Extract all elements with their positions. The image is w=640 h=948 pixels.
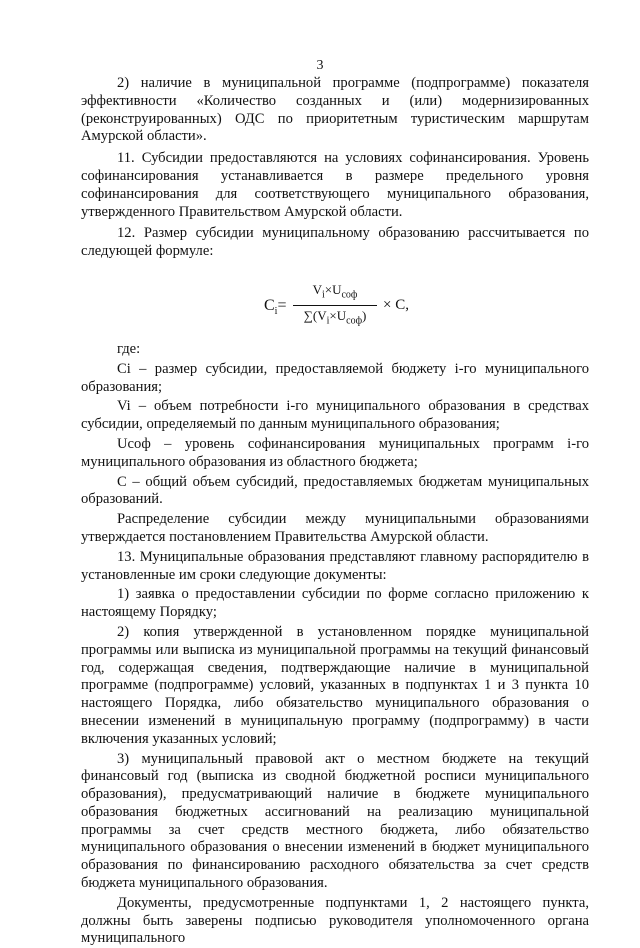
page-number: 3 (316, 58, 324, 73)
paragraph-13-documents: 13. Муниципальные образования представляют главному распорядителю в установленные им сроки следующие документы: (81, 548, 589, 583)
paragraph-13-item-2: 2) копия утвержденной в установленном порядке муниципальной программы или выписка из муниципальной программы на текущий финансовый год, содержащая сведения, подтверждающие наличие в муниципальной программе (подпрограмме) условий, указанных в подпунктах 1 и 3 пункта 10 настоящего Порядка, либо обязательство муниципального образования о внесении изменений в муниципальную программу (подпрограмму) в части включения указанных условий; (81, 623, 589, 747)
formula-fraction (293, 281, 377, 331)
formula-numerator: $V_i\times U_{соф}$ (293, 281, 377, 306)
paragraph-13-item-3: 3) муниципальный правовой акт о местном бюджете на текущий финансовый год (выписка из сводной бюджетной росписи муниципального образования), предусматривающий наличие в бюджете муниципального образования бюджетных ассигнований на реализацию муниципальной программы за счет средств местного бюджета, либо обязательство муниципального образования о внесении изменений в бюджет муниципального образования по финансированию расходного обязательства за счет средств бюджета муниципального образования. (81, 750, 589, 892)
where-label: где: (117, 340, 141, 357)
paragraph-12-formula-intro: 12. Размер субсидии муниципальному образованию рассчитывается по следующей формуле: (81, 225, 589, 260)
definition-ci: Ci – размер субсидии, предоставляемой бюджету i-го муниципального образования; (81, 360, 589, 395)
formula-rhs: × C, (383, 296, 409, 313)
formula-denominator: $\sum(V_i\times U_{соф})$ (303, 308, 367, 327)
paragraph-13-item-1: 1) заявка о предоставлении субсидии по форме согласно приложению к настоящему Порядку; (81, 586, 589, 621)
definition-usof: Uсоф – уровень софинансирования муниципальных программ i-го муниципального образования из областного бюджета; (81, 435, 589, 470)
paragraph-indicator-condition: 2) наличие в муниципальной программе (подпрограмме) показателя эффективности «Количество созданных и (или) модернизированных (реконструированных) ОДС по приоритетным туристическим маршрутам Амурской области». (81, 75, 589, 145)
document-body (81, 75, 589, 948)
definition-vi: Vi – объем потребности i-го муниципального образования в средствах субсидии, определяемый по данным муниципального образования; (81, 398, 589, 433)
paragraph-documents-certification: Документы, предусмотренные подпунктами 1, 2 настоящего пункта, должны быть заверены подписью руководителя уполномоченного органа муниципального (81, 894, 589, 947)
subsidy-formula (81, 275, 589, 337)
paragraph-11-cofinancing: 11. Субсидии предоставляются на условиях софинансирования. Уровень софинансирования устанавливается в размере предельного уровня софинансирования для соответствующего муниципального образования, утвержденного Правительством Амурской области. (81, 150, 589, 220)
formula-lhs: $C_i=$ (264, 296, 287, 318)
definition-c: C – общий объем субсидий, предоставляемых бюджетам муниципальных образований. (81, 473, 589, 508)
paragraph-distribution: Распределение субсидии между муниципальными образованиями утверждается постановлением Правительства Амурской области. (81, 511, 589, 545)
